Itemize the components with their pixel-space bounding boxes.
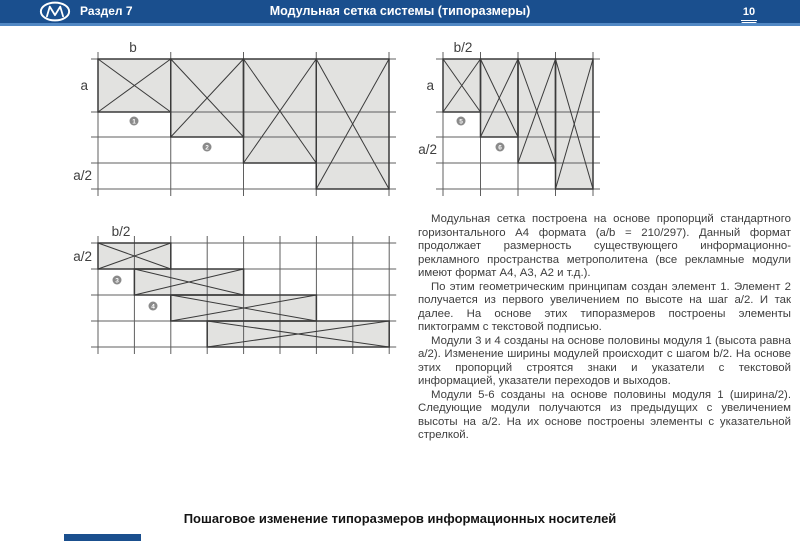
page-title: Модульная сетка системы (типоразмеры) <box>269 4 531 18</box>
footer-bar <box>64 534 141 541</box>
dimension-label: b/2 <box>453 40 473 55</box>
dimension-label: b/2 <box>111 224 131 239</box>
page-number: 10 <box>741 6 757 21</box>
figure-caption: Пошаговое изменение типоразмеров информационных носителей <box>183 511 617 526</box>
dimension-label: b <box>129 40 137 55</box>
module-number: 2 <box>205 144 209 152</box>
section-label: Раздел 7 <box>80 4 133 18</box>
dimension-label: a/2 <box>418 142 437 157</box>
diagram-modules-1-2 <box>73 40 396 196</box>
dimension-label: a/2 <box>73 249 92 264</box>
module-number: 3 <box>115 277 119 285</box>
module-number: 5 <box>459 118 463 126</box>
module-number: 1 <box>132 118 136 126</box>
dimension-label: a <box>80 78 88 93</box>
diagram-modules-5-6 <box>418 40 600 196</box>
dimension-label: a <box>426 78 434 93</box>
module-number: 6 <box>498 144 502 152</box>
paragraph-elements-1-2: По этим геометрическим принципам создан элемент 1. Элемент 2 получается из первого увеличением по высоте на шаг a/2. И так далее. На основе этих типоразмеров построены элементы пиктограмм с текстовой подписью. <box>418 280 791 333</box>
paragraph-grid-basis: Модульная сетка построена на основе пропорций стандартного горизонтального А4 формата (a/b = 210/297). Данный формат продолжает размерность существующего информационно-рекламного пространства метрополитена (все рекламные модули имеют формат А4, А3, А2 и т.д.). <box>418 213 791 279</box>
module-number: 4 <box>151 303 155 311</box>
diagram-modules-3-4 <box>73 224 396 354</box>
explanatory-text <box>418 213 791 443</box>
dimension-label: a/2 <box>73 168 92 183</box>
paragraph-modules-3-4: Модули 3 и 4 созданы на основе половины модуля 1 (высота равна a/2). Изменение ширины модулей происходит с шагом b/2. На основе этих пропорций строятся знаки и указатели с текстовой информацией, указатели переходов и выходов. <box>418 334 791 387</box>
paragraph-modules-5-6: Модули 5-6 созданы на основе половины модуля 1 (ширина/2). Следующие модули получаются из предыдущих с увеличением высоты на a/2. На их основе построены элементы с указательной стрелкой. <box>418 388 791 441</box>
